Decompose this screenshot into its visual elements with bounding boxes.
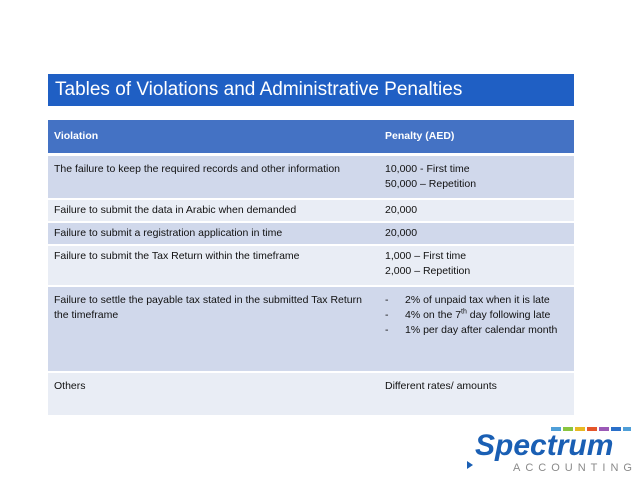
penalty-cell (379, 154, 574, 199)
penalty-cell (379, 222, 574, 245)
penalty-line: 20,000 (385, 203, 418, 216)
penalty-text: 4% on the 7 (405, 308, 462, 321)
penalty-text: day following late (466, 308, 551, 321)
header-penalty: Penalty (AED) (379, 120, 574, 154)
penalty-list-item: - 1% per day after calendar month (385, 323, 568, 338)
violation-cell: Failure to settle the payable tax stated in the submitted Tax Return the timeframe (48, 286, 379, 372)
slide-title: Tables of Violations and Administrative Penalties (48, 74, 574, 106)
penalty-line: 50,000 – Repetition (385, 177, 477, 190)
table-row (48, 372, 574, 416)
penalty-line: 2,000 – Repetition (385, 264, 471, 277)
penalty-line: 1,000 – First time (385, 249, 467, 262)
penalties-table (48, 120, 574, 417)
table-header-row (48, 120, 574, 154)
violation-cell: Failure to submit the Tax Return within the timeframe (48, 245, 379, 286)
ordinal-suffix: th (461, 308, 467, 315)
table-row (48, 245, 574, 286)
violation-cell: Failure to submit the data in Arabic when demanded (48, 199, 379, 222)
penalty-cell (379, 199, 574, 222)
penalty-cell (379, 245, 574, 286)
logo-name: Spectrum (475, 429, 614, 462)
penalty-line: Different rates/ amounts (385, 379, 497, 392)
table-row (48, 286, 574, 372)
violation-cell: Failure to submit a registration application in time (48, 222, 379, 245)
logo-graphic (463, 425, 638, 475)
penalty-list (385, 293, 568, 338)
penalty-cell (379, 372, 574, 416)
table-row (48, 154, 574, 199)
violation-cell: Others (48, 372, 379, 416)
spectrum-accounting-logo (463, 425, 638, 475)
penalty-list-item: - 2% of unpaid tax when it is late (385, 293, 568, 308)
violation-cell: The failure to keep the required records and other information (48, 154, 379, 199)
table-row (48, 222, 574, 245)
penalty-line: 10,000 - First time (385, 162, 470, 175)
header-violation: Violation (48, 120, 379, 154)
penalty-list-item (385, 308, 568, 323)
logo-swoosh-icon (467, 461, 473, 469)
penalty-line: 20,000 (385, 226, 418, 239)
table-row (48, 199, 574, 222)
penalty-cell (379, 286, 574, 372)
logo-subtitle: ACCOUNTING (513, 462, 637, 474)
